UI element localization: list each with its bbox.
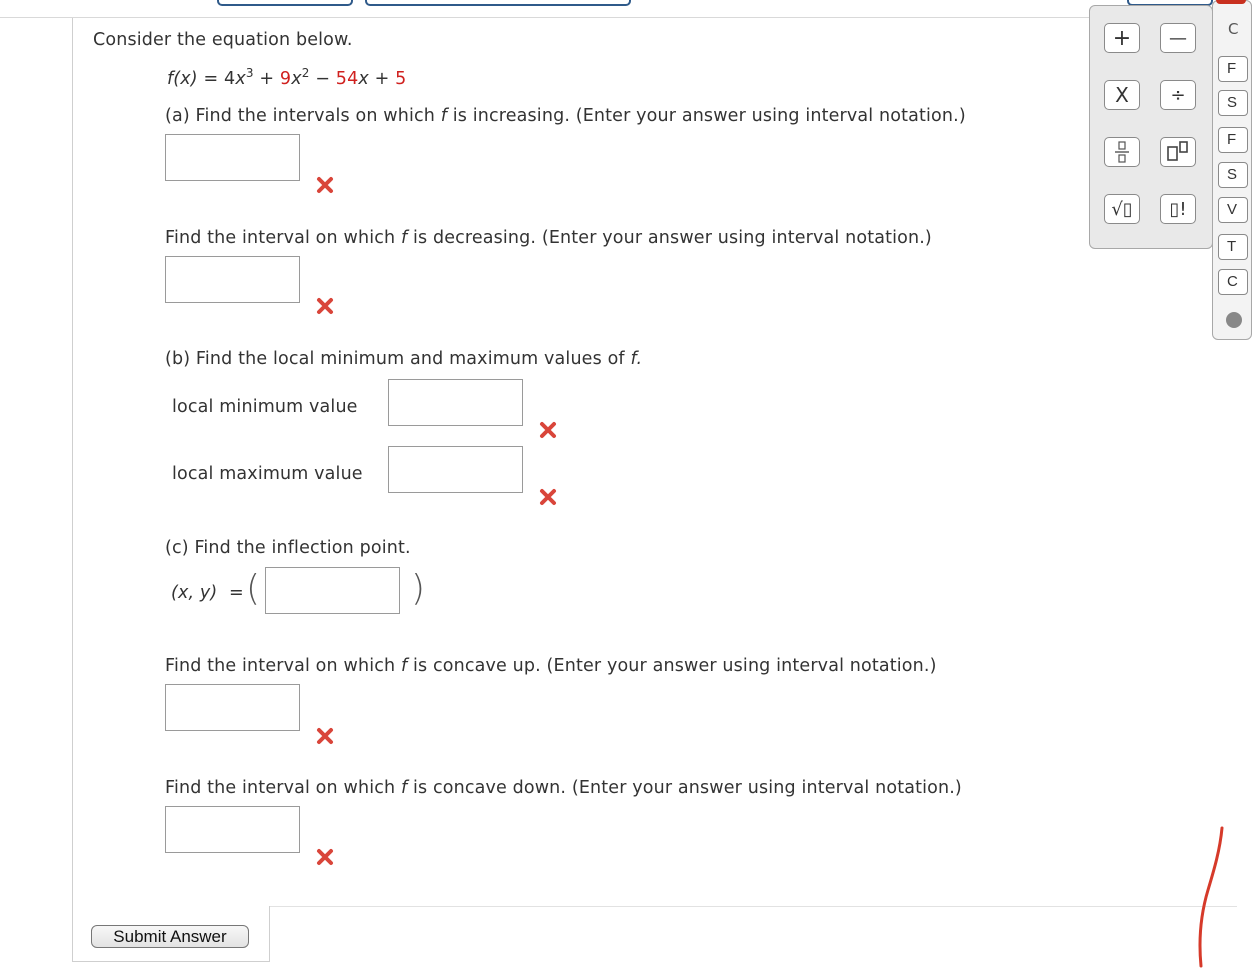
term-3-var: x	[358, 69, 369, 89]
concave-up-f: f	[400, 656, 408, 676]
term-2-exp: 2	[301, 66, 310, 80]
local-min-label: local minimum value	[172, 397, 358, 417]
equation-eq: =	[203, 69, 219, 89]
op-1: +	[259, 69, 275, 89]
question-panel-border-bottom	[72, 961, 270, 962]
decreasing-f: f	[400, 228, 408, 248]
decreasing-input[interactable]	[165, 256, 300, 303]
incorrect-x-icon	[316, 848, 334, 866]
incorrect-x-icon	[316, 297, 334, 315]
concave-down-prompt	[165, 778, 962, 798]
part-b-prefix: (b) Find the local minimum and maximum values of	[165, 349, 631, 369]
minus-button[interactable]: —	[1160, 23, 1196, 53]
section-separator	[270, 906, 1237, 907]
power-icon	[1165, 140, 1191, 164]
decreasing-prefix: Find the interval on which	[165, 228, 401, 248]
paren-close: )	[411, 568, 426, 609]
equation	[167, 66, 407, 89]
submit-answer-button[interactable]: Submit Answer	[91, 925, 249, 948]
side-button-1[interactable]: F	[1218, 56, 1248, 82]
local-max-label: local maximum value	[172, 464, 363, 484]
red-pen-annotation	[1190, 820, 1230, 970]
decreasing-prompt	[165, 228, 932, 248]
part-c-prompt: (c) Find the inflection point.	[165, 538, 411, 558]
local-max-input[interactable]	[388, 446, 523, 493]
incorrect-x-icon	[539, 421, 557, 439]
concave-down-suffix: is concave down. (Enter your answer using interval notation.)	[407, 778, 962, 798]
part-b-f: f.	[630, 349, 643, 369]
concave-up-prefix: Find the interval on which	[165, 656, 401, 676]
incorrect-x-icon	[316, 176, 334, 194]
question-intro: Consider the equation below.	[93, 30, 353, 50]
concave-up-prompt	[165, 656, 937, 676]
side-label-c: C	[1228, 20, 1239, 38]
concave-down-f: f	[400, 778, 408, 798]
part-b-prompt	[165, 349, 642, 369]
power-button[interactable]	[1160, 137, 1196, 167]
xy-equals: =	[229, 583, 244, 603]
concave-up-input[interactable]	[165, 684, 300, 731]
xy-label: (x, y)	[171, 583, 218, 603]
side-button-4[interactable]: S	[1218, 162, 1248, 188]
term-2-coef: 9	[279, 69, 292, 89]
op-3: +	[374, 69, 390, 89]
part-a-prompt	[165, 106, 966, 126]
term-1-exp: 3	[245, 66, 254, 80]
question-panel-border-right	[269, 906, 270, 962]
side-button-5[interactable]: V	[1218, 197, 1248, 223]
side-button-3[interactable]: F	[1218, 127, 1248, 153]
concave-down-input[interactable]	[165, 806, 300, 853]
part-a-f: f	[440, 106, 448, 126]
term-4: 5	[395, 69, 407, 89]
incorrect-x-icon	[539, 488, 557, 506]
sqrt-button[interactable]: √▯	[1104, 194, 1140, 224]
side-toolbar-accent	[1216, 0, 1246, 4]
top-divider	[0, 17, 1090, 18]
term-3-coef: 54	[335, 69, 359, 89]
increasing-input[interactable]	[165, 134, 300, 181]
side-button-6[interactable]: T	[1218, 234, 1248, 260]
help-icon[interactable]	[1226, 312, 1242, 328]
equation-lhs: f(x)	[167, 69, 198, 89]
term-1-coef: 4	[224, 69, 236, 89]
incorrect-x-icon	[316, 727, 334, 745]
factorial-button[interactable]: ▯!	[1160, 194, 1196, 224]
op-2: −	[315, 69, 331, 89]
plus-button[interactable]: +	[1104, 23, 1140, 53]
side-button-2[interactable]: S	[1218, 90, 1248, 116]
top-tab-1[interactable]	[217, 0, 353, 6]
term-2-var: x	[291, 69, 302, 89]
inflection-point-input[interactable]	[265, 567, 400, 614]
multiply-button[interactable]: X	[1104, 80, 1140, 110]
decreasing-suffix: is decreasing. (Enter your answer using interval notation.)	[407, 228, 932, 248]
part-a-prefix: (a) Find the intervals on which	[165, 106, 441, 126]
fraction-icon	[1112, 140, 1132, 164]
top-tab-2[interactable]	[365, 0, 631, 6]
term-1-var: x	[235, 69, 246, 89]
question-panel-border	[72, 18, 73, 962]
paren-open: (	[246, 568, 261, 609]
concave-up-suffix: is concave up. (Enter your answer using interval notation.)	[407, 656, 937, 676]
part-a-suffix: is increasing. (Enter your answer using interval notation.)	[447, 106, 966, 126]
side-button-7[interactable]: C	[1218, 269, 1248, 295]
concave-down-prefix: Find the interval on which	[165, 778, 401, 798]
divide-button[interactable]: ÷	[1160, 80, 1196, 110]
fraction-button[interactable]	[1104, 137, 1140, 167]
local-min-input[interactable]	[388, 379, 523, 426]
